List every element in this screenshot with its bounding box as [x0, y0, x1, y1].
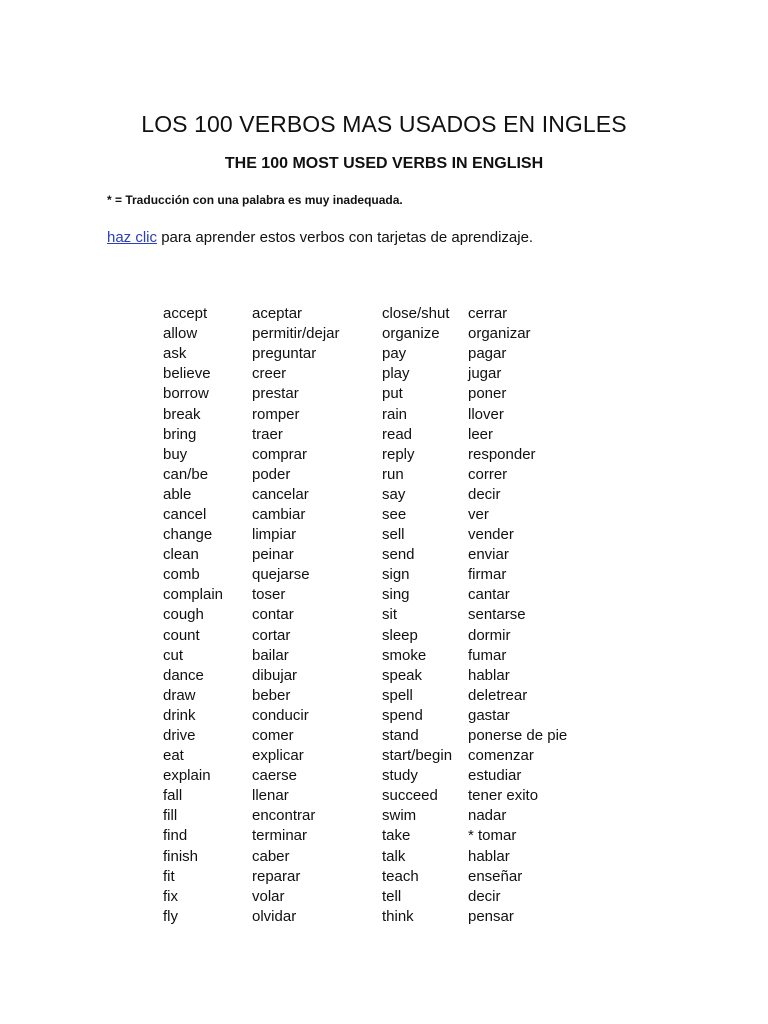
- english-verb-cell: comb: [163, 566, 200, 584]
- spanish-translation-cell: cantar: [468, 586, 510, 604]
- spanish-translation-cell: preguntar: [252, 345, 317, 363]
- spanish-translation-cell: jugar: [468, 365, 502, 383]
- english-verb-cell: fill: [163, 807, 178, 825]
- english-verb-cell: read: [382, 425, 413, 443]
- spanish-translation-cell: cortar: [252, 626, 291, 644]
- spanish-translation-cell: bailar: [252, 646, 289, 664]
- english-verb-cell: change: [163, 526, 213, 544]
- table-row: [160, 425, 598, 445]
- english-verb-cell: succeed: [382, 787, 438, 805]
- english-verb-cell: draw: [163, 686, 196, 704]
- table-row: [160, 304, 598, 324]
- table-row: [160, 364, 598, 384]
- english-verb-cell: start/begin: [382, 747, 453, 765]
- english-verb-cell: drive: [163, 727, 196, 745]
- english-verb-cell: find: [163, 827, 188, 845]
- english-verb-cell: swim: [382, 807, 417, 825]
- spanish-translation-cell: traer: [252, 425, 283, 443]
- table-row: [160, 565, 598, 585]
- english-verb-cell: allow: [163, 325, 198, 343]
- english-verb-cell: clean: [163, 546, 199, 564]
- english-verb-cell: fall: [163, 787, 183, 805]
- spanish-translation-cell: ver: [468, 505, 489, 523]
- spanish-translation-cell: volar: [252, 887, 285, 905]
- spanish-translation-cell: comenzar: [468, 747, 534, 765]
- english-verb-cell: stand: [382, 727, 419, 745]
- table-row: [160, 545, 598, 565]
- spanish-translation-cell: poder: [252, 465, 291, 483]
- table-row: [160, 726, 598, 746]
- english-verb-cell: study: [382, 767, 418, 785]
- spanish-translation-cell: cancelar: [252, 485, 309, 503]
- table-row: [160, 686, 598, 706]
- table-row: [160, 605, 598, 625]
- spanish-translation-cell: gastar: [468, 706, 510, 724]
- spanish-translation-cell: pensar: [468, 907, 514, 925]
- spanish-translation-cell: responder: [468, 445, 536, 463]
- english-verb-cell: cough: [163, 606, 204, 624]
- spanish-translation-cell: ponerse de pie: [468, 727, 568, 745]
- spanish-translation-cell: llover: [468, 405, 504, 423]
- english-verb-cell: sing: [382, 586, 410, 604]
- english-verb-cell: close/shut: [382, 305, 450, 323]
- table-row: [160, 847, 598, 867]
- table-row: [160, 646, 598, 666]
- spanish-translation-cell: prestar: [252, 385, 299, 403]
- spanish-translation-cell: deletrear: [468, 686, 528, 704]
- english-verb-cell: dance: [163, 666, 204, 684]
- spanish-translation-cell: aceptar: [252, 305, 303, 323]
- table-row: [160, 324, 598, 344]
- english-verb-cell: see: [382, 505, 407, 523]
- table-row: [160, 465, 598, 485]
- english-verb-cell: put: [382, 385, 403, 403]
- english-verb-cell: buy: [163, 445, 188, 463]
- spanish-translation-cell: hablar: [468, 847, 510, 865]
- spanish-translation-cell: encontrar: [252, 807, 316, 825]
- spanish-translation-cell: estudiar: [468, 767, 522, 785]
- spanish-translation-cell: cambiar: [252, 505, 306, 523]
- english-verb-cell: teach: [382, 867, 419, 885]
- spanish-translation-cell: vender: [468, 526, 514, 544]
- table-row: [160, 887, 598, 907]
- english-verb-cell: fly: [163, 907, 178, 925]
- spanish-translation-cell: peinar: [252, 546, 294, 564]
- english-verb-cell: cancel: [163, 505, 207, 523]
- spanish-translation-cell: llenar: [252, 787, 289, 805]
- spanish-translation-cell: * tomar: [468, 827, 517, 845]
- verbs-table-body: [160, 304, 598, 927]
- english-verb-cell: complain: [163, 586, 224, 604]
- english-verb-cell: speak: [382, 666, 423, 684]
- english-verb-cell: organize: [382, 325, 440, 343]
- english-verb-cell: rain: [382, 405, 408, 423]
- english-verb-cell: send: [382, 546, 415, 564]
- english-verb-cell: eat: [163, 747, 184, 765]
- spanish-translation-cell: leer: [468, 425, 494, 443]
- verbs-table: [160, 304, 598, 927]
- spanish-translation-cell: fumar: [468, 646, 507, 664]
- spanish-translation-cell: dibujar: [252, 666, 298, 684]
- english-verb-cell: smoke: [382, 646, 427, 664]
- spanish-translation-cell: pagar: [468, 345, 507, 363]
- english-verb-cell: talk: [382, 847, 406, 865]
- spanish-translation-cell: dormir: [468, 626, 511, 644]
- spanish-translation-cell: caber: [252, 847, 290, 865]
- english-verb-cell: spend: [382, 706, 423, 724]
- spanish-translation-cell: permitir/dejar: [252, 325, 340, 343]
- english-verb-cell: sit: [382, 606, 397, 624]
- english-verb-cell: cut: [163, 646, 184, 664]
- spanish-translation-cell: correr: [468, 465, 508, 483]
- spanish-translation-cell: beber: [252, 686, 291, 704]
- english-verb-cell: count: [163, 626, 200, 644]
- english-verb-cell: say: [382, 485, 406, 503]
- table-row: [160, 666, 598, 686]
- table-row: [160, 485, 598, 505]
- table-row: [160, 404, 598, 424]
- spanish-translation-cell: nadar: [468, 807, 507, 825]
- english-verb-cell: spell: [382, 686, 413, 704]
- spanish-translation-cell: hablar: [468, 666, 510, 684]
- spanish-translation-cell: explicar: [252, 747, 304, 765]
- spanish-translation-cell: caerse: [252, 767, 298, 785]
- english-verb-cell: bring: [163, 425, 197, 443]
- spanish-translation-cell: poner: [468, 385, 507, 403]
- table-row: [160, 505, 598, 525]
- spanish-translation-cell: enviar: [468, 546, 509, 564]
- english-verb-cell: reply: [382, 445, 415, 463]
- english-verb-cell: think: [382, 907, 414, 925]
- intro-paragraph: [107, 228, 533, 247]
- table-row: [160, 706, 598, 726]
- english-verb-cell: explain: [163, 767, 211, 785]
- table-row: [160, 746, 598, 766]
- table-row: [160, 445, 598, 465]
- table-row: [160, 786, 598, 806]
- english-verb-cell: can/be: [163, 465, 209, 483]
- page-title: LOS 100 VERBOS MAS USADOS EN INGLES: [141, 111, 627, 137]
- english-verb-cell: fix: [163, 887, 178, 905]
- spanish-translation-cell: conducir: [252, 706, 309, 724]
- english-verb-cell: finish: [163, 847, 199, 865]
- spanish-translation-cell: organizar: [468, 325, 531, 343]
- spanish-translation-cell: creer: [252, 365, 287, 383]
- table-row: [160, 344, 598, 364]
- table-row: [160, 826, 598, 846]
- spanish-translation-cell: olvidar: [252, 907, 297, 925]
- english-verb-cell: pay: [382, 345, 407, 363]
- spanish-translation-cell: cerrar: [468, 305, 508, 323]
- english-verb-cell: tell: [382, 887, 402, 905]
- spanish-translation-cell: tener exito: [468, 787, 539, 805]
- english-verb-cell: sign: [382, 566, 410, 584]
- table-row: [160, 806, 598, 826]
- english-verb-cell: run: [382, 465, 404, 483]
- intro-text: para aprender estos verbos con tarjetas de aprendizaje.: [157, 229, 534, 246]
- spanish-translation-cell: sentarse: [468, 606, 526, 624]
- table-row: [160, 907, 598, 927]
- english-verb-cell: ask: [163, 345, 187, 363]
- english-verb-cell: borrow: [163, 385, 209, 403]
- spanish-translation-cell: limpiar: [252, 526, 297, 544]
- english-verb-cell: accept: [163, 305, 208, 323]
- english-verb-cell: able: [163, 485, 192, 503]
- spanish-translation-cell: contar: [252, 606, 294, 624]
- english-verb-cell: fit: [163, 867, 175, 885]
- table-row: [160, 384, 598, 404]
- flashcards-link[interactable]: haz clic: [107, 229, 158, 246]
- english-verb-cell: drink: [163, 706, 196, 724]
- spanish-translation-cell: enseñar: [468, 867, 523, 885]
- table-row: [160, 626, 598, 646]
- english-verb-cell: sell: [382, 526, 405, 544]
- spanish-translation-cell: toser: [252, 586, 286, 604]
- english-verb-cell: play: [382, 365, 410, 383]
- page-subtitle: THE 100 MOST USED VERBS IN ENGLISH: [224, 155, 544, 172]
- english-verb-cell: sleep: [382, 626, 418, 644]
- spanish-translation-cell: firmar: [468, 566, 507, 584]
- translation-note: * = Traducción con una palabra es muy inadequada.: [107, 193, 403, 207]
- spanish-translation-cell: terminar: [252, 827, 308, 845]
- english-verb-cell: take: [382, 827, 411, 845]
- spanish-translation-cell: romper: [252, 405, 300, 423]
- spanish-translation-cell: comprar: [252, 445, 308, 463]
- table-row: [160, 867, 598, 887]
- spanish-translation-cell: comer: [252, 727, 294, 745]
- english-verb-cell: believe: [163, 365, 211, 383]
- table-row: [160, 525, 598, 545]
- spanish-translation-cell: decir: [468, 485, 501, 503]
- table-row: [160, 766, 598, 786]
- english-verb-cell: break: [163, 405, 201, 423]
- spanish-translation-cell: quejarse: [252, 566, 310, 584]
- table-row: [160, 585, 598, 605]
- spanish-translation-cell: reparar: [252, 867, 301, 885]
- spanish-translation-cell: decir: [468, 887, 501, 905]
